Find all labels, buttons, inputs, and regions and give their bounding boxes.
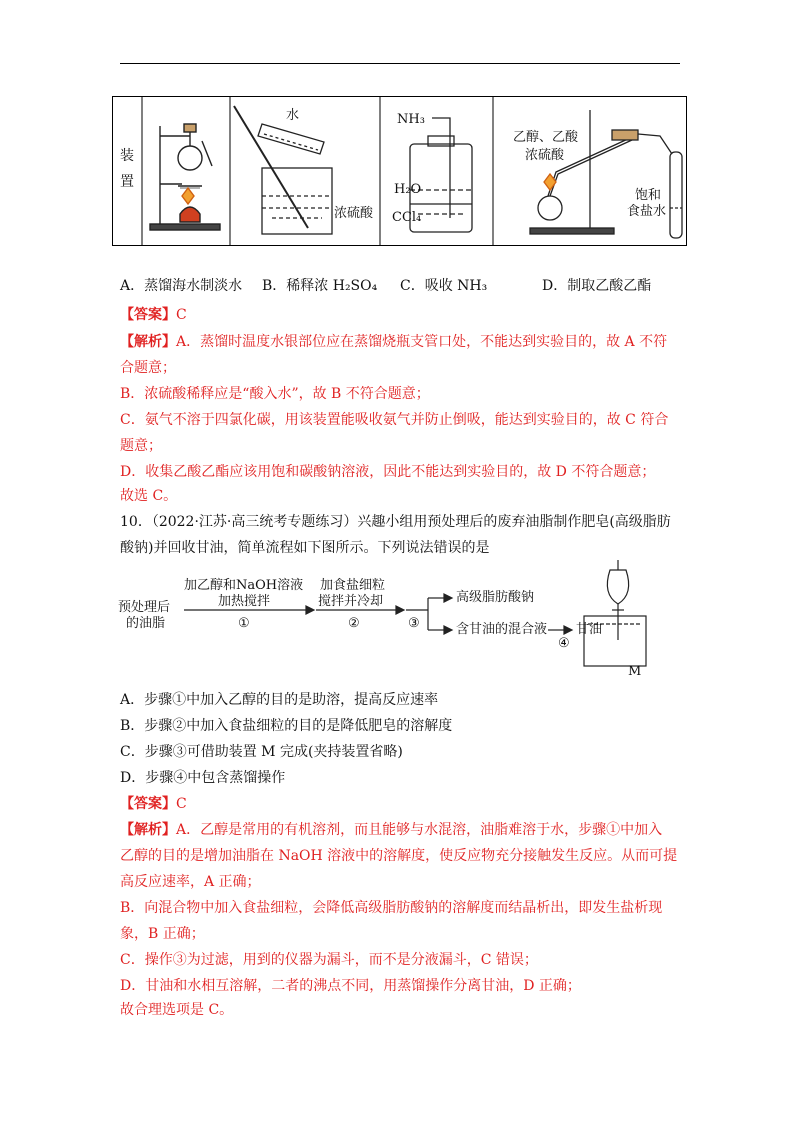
- flow-step3-number: ③: [408, 616, 420, 631]
- q10-analysis-line2: 乙醇的目的是增加油脂在 NaOH 溶液中的溶解度，使反应物充分接触发生反应。从而可提: [120, 848, 678, 864]
- flow-diagram: [118, 560, 698, 680]
- dilution-apparatus: [234, 106, 332, 234]
- q10-option-a: A．步骤①中加入乙醇的目的是助溶，提高反应速率: [120, 692, 439, 708]
- flow-step1-reagents: 加乙醇和NaOH溶液: [184, 578, 304, 593]
- label-h2o: H₂O: [394, 182, 422, 197]
- q9-analysis-line2: 合题意；: [120, 360, 176, 376]
- q9-answer: 【答案】C: [120, 307, 187, 323]
- q9-option-d: D．制取乙酸乙酯: [542, 278, 652, 294]
- flow-step2-reagents: 加食盐细粒: [320, 578, 386, 593]
- q9-analysis-line5: 题意；: [120, 438, 162, 454]
- label-saturated: 饱和: [635, 188, 662, 203]
- q9-analysis-line3: B．浓硫酸稀释应是“酸入水”，故 B 不符合题意；: [120, 386, 430, 402]
- q9-analysis-line1: 【解析】A．蒸馏时温度水银部位应在蒸馏烧瓶支管口处，不能达到实验目的，故 A 不符: [120, 334, 668, 350]
- q10-analysis-line5: 象，B 正确；: [120, 926, 205, 942]
- distillation-apparatus: [150, 124, 220, 230]
- q10-analysis-line3: 高反应速率，A 正确；: [120, 874, 261, 890]
- apparatus-table: [112, 96, 687, 246]
- q10-analysis-line1: 【解析】A．乙醇是常用的有机溶剂，而且能够与水混溶，油脂难溶于水，步骤①中加入: [120, 822, 663, 838]
- q10-option-b: B．步骤②中加入食盐细粒的目的是降低肥皂的溶解度: [120, 718, 453, 734]
- q10-option-c: C．步骤③可借助装置 M 完成(夹持装置省略): [120, 744, 403, 760]
- q9-option-a: A．蒸馏海水制淡水: [120, 278, 243, 294]
- flow-step1-condition: 加热搅拌: [218, 594, 271, 609]
- flow-start-line1: 预处理后: [118, 600, 171, 615]
- label-nh3: NH₃: [397, 112, 425, 127]
- label-ccl4: CCl₄: [392, 210, 422, 225]
- q10-option-d: D．步骤④中包含蒸馏操作: [120, 770, 286, 786]
- flow-product-glycerol: 甘油: [576, 622, 603, 637]
- q10-analysis-line4: B．向混合物中加入食盐细粒，会降低高级脂肪酸钠的溶解度而结晶析出，即发生盐析现: [120, 900, 663, 916]
- label-reagents-acid: 浓硫酸: [525, 148, 565, 163]
- q10-analysis-line7: D．甘油和水相互溶解，二者的沸点不同，用蒸馏操作分离甘油，D 正确；: [120, 978, 581, 994]
- q10-stem-line2: 酸钠)并回收甘油，简单流程如下图所示。下列说法错误的是: [120, 540, 490, 556]
- table-header-char2: 置: [120, 174, 134, 190]
- flow-product-mixture: 含甘油的混合液: [456, 622, 548, 637]
- header-rule: [120, 63, 680, 64]
- q9-analysis-line7: 故选 C。: [120, 488, 178, 504]
- flow-step2-condition: 搅拌并冷却: [318, 594, 384, 609]
- separatory-funnel-m: [584, 560, 646, 666]
- flow-step2-number: ②: [348, 616, 360, 631]
- q10-analysis-line8: 故合理选项是 C。: [120, 1002, 234, 1018]
- label-reagents: 乙醇、乙酸: [513, 130, 579, 145]
- flow-step1-number: ①: [238, 616, 250, 631]
- flow-product-soap: 高级脂肪酸钠: [456, 590, 535, 605]
- q9-analysis-line4: C．氨气不溶于四氯化碳，用该装置能吸收氨气并防止倒吸，能达到实验目的，故 C 符合: [120, 412, 669, 428]
- q10-stem-line1: 10．（2022·江苏·高三统考专题练习）兴趣小组用预处理后的废弃油脂制作肥皂(高级脂肪: [120, 514, 671, 530]
- flow-step4-number: ④: [558, 636, 570, 651]
- label-conc-acid: 浓硫酸: [334, 206, 374, 221]
- q9-option-b: B．稀释浓 H₂SO₄: [262, 278, 378, 294]
- flow-device-label: M: [628, 664, 642, 679]
- q9-analysis-line6: D．收集乙酸乙酯应该用饱和碳酸钠溶液，因此不能达到实验目的，故 D 不符合题意；: [120, 464, 656, 480]
- label-water: 水: [286, 108, 300, 123]
- table-header-char1: 装: [120, 148, 134, 164]
- q9-option-c: C．吸收 NH₃: [400, 278, 488, 294]
- flow-start-line2: 的油脂: [126, 616, 166, 631]
- q10-analysis-line6: C．操作③为过滤，用到的仪器为漏斗，而不是分液漏斗，C 错误；: [120, 952, 538, 968]
- q10-answer: 【答案】C: [120, 796, 187, 812]
- label-brine: 食盐水: [627, 204, 667, 219]
